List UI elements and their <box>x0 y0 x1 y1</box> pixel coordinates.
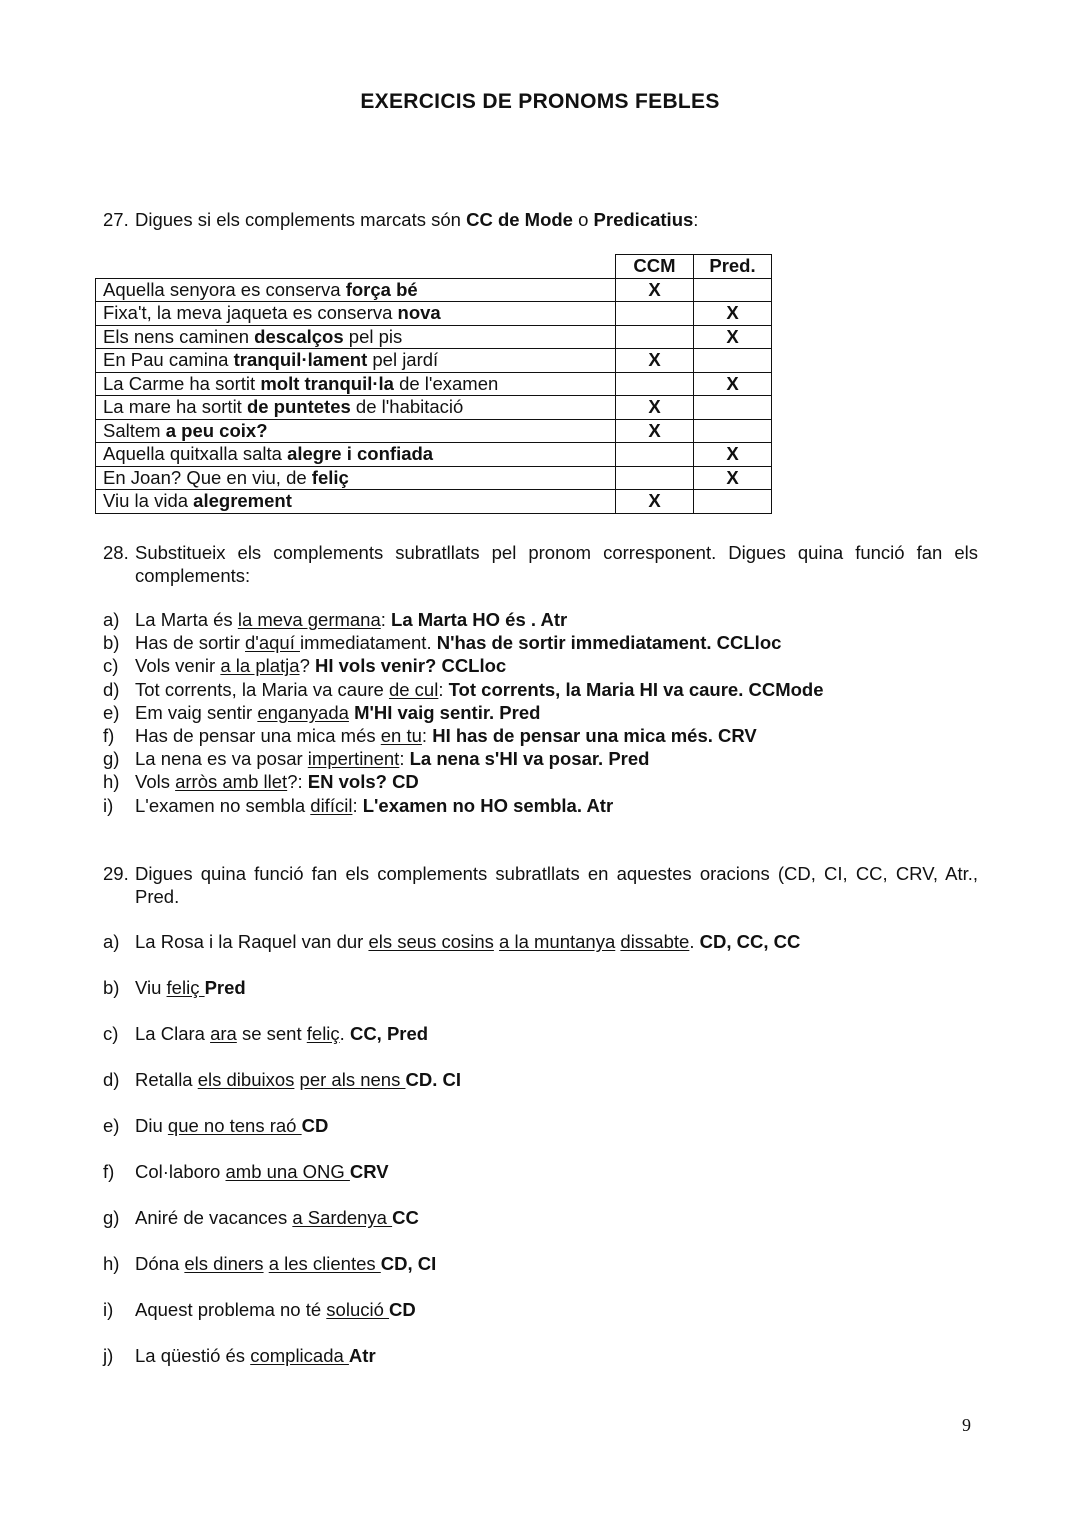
ccm-mark <box>616 325 694 349</box>
item-body <box>135 1252 436 1275</box>
marked-complement: a peu coix? <box>165 419 268 441</box>
item-body <box>135 1022 428 1045</box>
pred-mark: X <box>694 325 772 349</box>
list-item <box>103 794 1003 817</box>
sentence-text: : <box>352 794 363 816</box>
underlined-complement: ara <box>210 1023 237 1044</box>
pred-mark <box>694 419 772 443</box>
item-label: e) <box>103 1115 120 1136</box>
pred-mark: X <box>694 302 772 326</box>
item-label: b) <box>103 632 120 654</box>
marked-complement: alegrement <box>193 490 292 512</box>
table-row <box>96 325 772 349</box>
list-item <box>103 1206 1003 1252</box>
sentence-text: Em vaig sentir <box>135 701 258 723</box>
sentence-text: . <box>339 1023 350 1044</box>
sentence-text: de l'habitació <box>350 396 464 418</box>
answer: CC <box>392 1207 419 1228</box>
sentence-text: Col·laboro <box>135 1161 226 1182</box>
underlined-complement: arròs amb llet <box>175 771 288 793</box>
question-text: Digues quina funció fan els complements subratllats en aquestes oracions (CD, CI, CC, CRV, Atr., Pred. <box>135 863 978 907</box>
sentence-text: Retalla <box>135 1069 198 1090</box>
list-item <box>103 701 1003 724</box>
pred-mark <box>694 396 772 420</box>
item-body <box>135 678 824 701</box>
sentence-text: Diu <box>135 1115 168 1136</box>
marked-complement: descalços <box>254 325 344 347</box>
underlined-complement: solució <box>326 1299 390 1320</box>
sentence-text: Tot corrents, la Maria va caure <box>135 678 389 700</box>
sentence-text: Aquella senyora es conserva <box>103 278 346 300</box>
list-item <box>103 1252 1003 1298</box>
table-row <box>96 466 772 490</box>
list-item <box>103 1160 1003 1206</box>
question-text: Substitueix els complements subratllats pel pronom corresponent. Digues quina funció fan els complements: <box>135 542 978 586</box>
answer: CD, CI <box>380 1253 437 1274</box>
answer: EN vols? CD <box>307 771 419 793</box>
sentence-text: Dóna <box>135 1253 185 1274</box>
question-29-heading <box>103 862 978 908</box>
item-label: c) <box>103 1023 119 1044</box>
item-body <box>135 1068 461 1091</box>
sentence-cell <box>96 419 616 443</box>
marked-complement: molt tranquil·la <box>260 372 394 394</box>
item-body <box>135 724 757 747</box>
ccm-mark <box>616 443 694 467</box>
pred-mark <box>694 490 772 514</box>
item-label: f) <box>103 724 115 746</box>
sentence-text: Aquest problema no té <box>135 1299 327 1320</box>
item-label: f) <box>103 1161 115 1182</box>
item-label: d) <box>103 1069 120 1090</box>
underlined-complement: feliç <box>306 1023 340 1044</box>
item-body <box>135 1344 376 1367</box>
question-number: 29. <box>103 863 129 884</box>
item-label: h) <box>103 1253 120 1274</box>
question-29-list <box>103 930 1003 1390</box>
answer: Pred <box>204 977 246 998</box>
question-27-heading <box>103 208 978 231</box>
sentence-text: Viu <box>135 977 167 998</box>
column-header-ccm: CCM <box>616 255 694 279</box>
sentence-text: Vols <box>135 771 176 793</box>
answer: L'examen no HO sembla. Atr <box>362 794 614 816</box>
ccm-pred-table <box>95 254 772 514</box>
list-item <box>103 1068 1003 1114</box>
answer: Atr <box>348 1345 376 1366</box>
answer: CD <box>389 1299 416 1320</box>
answer: CD, CC, CC <box>699 931 801 952</box>
sentence-text: : <box>421 724 433 746</box>
underlined-complement: enganyada <box>257 701 349 723</box>
item-label: h) <box>103 771 120 793</box>
answer: CD. CI <box>405 1069 461 1090</box>
sentence-cell <box>96 466 616 490</box>
ccm-mark: X <box>616 490 694 514</box>
sentence-text: La qüestió és <box>135 1345 251 1366</box>
sentence-text: ?: <box>287 771 308 793</box>
ccm-mark: X <box>616 419 694 443</box>
ccm-mark <box>616 466 694 490</box>
ccm-mark: X <box>616 278 694 302</box>
item-body <box>135 747 649 770</box>
item-label: g) <box>103 748 120 770</box>
item-label: e) <box>103 701 120 723</box>
item-label: i) <box>103 1299 114 1320</box>
marked-complement: tranquil·lament <box>233 349 368 371</box>
underlined-complement: els seus cosins <box>368 931 494 952</box>
sentence-text: : <box>380 609 392 630</box>
sentence-text: La Rosa i la Raquel van dur <box>135 931 369 952</box>
question-number: 27. <box>103 209 129 230</box>
item-label: a) <box>103 931 120 952</box>
answer: CC, Pred <box>349 1023 429 1044</box>
sentence-cell <box>96 443 616 467</box>
pred-mark <box>694 349 772 373</box>
sentence-text: immediatament. <box>299 632 437 654</box>
pred-mark: X <box>694 372 772 396</box>
list-item <box>103 654 1003 677</box>
sentence-text: : <box>399 748 410 770</box>
underlined-complement: a la platja <box>220 655 300 677</box>
answer: Tot corrents, la Maria HI va caure. CCMode <box>448 678 824 700</box>
answer: CRV <box>349 1161 389 1182</box>
answer: HI has de pensar una mica més. CRV <box>432 724 757 746</box>
item-body <box>135 654 506 677</box>
sentence-text: Has de pensar una mica més <box>135 724 381 746</box>
table-row <box>96 490 772 514</box>
list-item <box>103 930 1003 976</box>
underlined-complement: feliç <box>166 977 205 998</box>
underlined-complement: d'aquí <box>245 632 300 654</box>
question-text: Digues si els complements marcats són CC de Mode o Predicatius: <box>135 209 699 230</box>
sentence-text: . <box>689 931 700 952</box>
sentence-text: Aquella quitxalla salta <box>103 443 288 465</box>
sentence-text: de l'examen <box>393 372 499 394</box>
sentence-text: pel pis <box>343 325 403 347</box>
underlined-complement: a les clientes <box>268 1253 381 1274</box>
item-label: g) <box>103 1207 120 1228</box>
sentence-cell <box>96 278 616 302</box>
list-item <box>103 1298 1003 1344</box>
underlined-complement: de cul <box>388 678 439 700</box>
item-body <box>135 608 567 631</box>
marked-complement: força bé <box>345 278 418 300</box>
answer: N'has de sortir immediatament. CCLloc <box>436 632 782 654</box>
item-body <box>135 930 800 953</box>
list-item <box>103 678 1003 701</box>
list-item <box>103 770 1003 793</box>
underlined-complement: impertinent <box>307 748 400 770</box>
list-item <box>103 1022 1003 1068</box>
list-item <box>103 608 1003 631</box>
pred-mark: X <box>694 466 772 490</box>
underlined-complement: els diners <box>184 1253 264 1274</box>
marked-complement: alegre i confiada <box>287 443 434 465</box>
sentence-text: La mare ha sortit <box>103 396 247 418</box>
underlined-complement: amb una ONG <box>225 1161 350 1182</box>
item-body <box>135 794 613 817</box>
sentence-text: Has de sortir <box>135 632 246 654</box>
sentence-text: Els nens caminen <box>103 325 255 347</box>
sentence-text: La nena es va posar <box>135 748 308 770</box>
list-item <box>103 747 1003 770</box>
sentence-text: se sent <box>236 1023 307 1044</box>
ccm-mark: X <box>616 396 694 420</box>
underlined-complement: que no tens raó <box>167 1115 302 1136</box>
item-label: c) <box>103 655 119 677</box>
sentence-cell <box>96 349 616 373</box>
answer: CD <box>301 1115 329 1136</box>
underlined-complement: en tu <box>380 724 422 746</box>
sentence-text: En Joan? Que en viu, de <box>103 466 312 488</box>
answer: La nena s'HI va posar. Pred <box>409 748 650 770</box>
table-row <box>96 349 772 373</box>
table-row <box>96 396 772 420</box>
sentence-cell <box>96 372 616 396</box>
item-body <box>135 1114 328 1137</box>
answer: HI vols venir? CCLloc <box>315 655 507 677</box>
item-body <box>135 1298 416 1321</box>
question-28-list <box>103 608 1003 817</box>
sentence-cell <box>96 396 616 420</box>
sentence-text: La Clara <box>135 1023 211 1044</box>
ccm-mark: X <box>616 349 694 373</box>
underlined-complement: la meva germana <box>237 609 381 630</box>
sentence-text: Vols venir <box>135 655 221 677</box>
sentence-text: La Carme ha sortit <box>103 372 261 394</box>
marked-complement: de puntetes <box>246 396 351 418</box>
item-label: j) <box>103 1345 114 1366</box>
sentence-text: En Pau camina <box>103 349 234 371</box>
question-28-heading <box>103 541 978 587</box>
item-label: a) <box>103 609 120 630</box>
table-row <box>96 443 772 467</box>
sentence-text: Saltem <box>103 419 166 441</box>
table-row <box>96 302 772 326</box>
item-body <box>135 976 246 999</box>
question-number: 28. <box>103 542 129 563</box>
sentence-text: Fixa't, la meva jaqueta es conserva <box>103 302 398 324</box>
page-title: EXERCICIS DE PRONOMS FEBLES <box>360 90 720 113</box>
sentence-cell <box>96 490 616 514</box>
pred-mark <box>694 278 772 302</box>
underlined-complement: dissabte <box>620 931 690 952</box>
pred-mark: X <box>694 443 772 467</box>
list-item <box>103 724 1003 747</box>
table-row <box>96 419 772 443</box>
sentence-text: pel jardí <box>367 349 439 371</box>
list-item <box>103 1114 1003 1160</box>
underlined-complement: complicada <box>250 1345 349 1366</box>
sentence-text: : <box>438 678 449 700</box>
item-body <box>135 1206 419 1229</box>
table-row <box>96 278 772 302</box>
answer: La Marta HO és . Atr <box>391 609 568 630</box>
column-header-pred: Pred. <box>694 255 772 279</box>
sentence-text: L'examen no sembla <box>135 794 311 816</box>
sentence-text: La Marta és <box>135 609 238 630</box>
list-item <box>103 631 1003 654</box>
underlined-complement: per als nens <box>299 1069 406 1090</box>
item-body <box>135 631 781 654</box>
sentence-text: ? <box>299 655 315 677</box>
item-label: d) <box>103 678 120 700</box>
ccm-mark <box>616 372 694 396</box>
sentence-cell <box>96 325 616 349</box>
item-label: i) <box>103 794 114 816</box>
item-body <box>135 770 419 793</box>
page-number: 9 <box>962 1415 971 1435</box>
marked-complement: feliç <box>311 466 349 488</box>
underlined-complement: difícil <box>310 794 353 816</box>
ccm-mark <box>616 302 694 326</box>
answer: M'HI vaig sentir. Pred <box>354 701 541 723</box>
sentence-text: Viu la vida <box>103 490 194 512</box>
item-label: b) <box>103 977 120 998</box>
item-body <box>135 701 540 724</box>
sentence-cell <box>96 302 616 326</box>
item-body <box>135 1160 389 1183</box>
marked-complement: nova <box>397 302 441 324</box>
list-item <box>103 976 1003 1022</box>
list-item <box>103 1344 1003 1390</box>
underlined-complement: a la muntanya <box>499 931 616 952</box>
underlined-complement: a Sardenya <box>292 1207 393 1228</box>
underlined-complement: els dibuixos <box>197 1069 295 1090</box>
sentence-text: Aniré de vacances <box>135 1207 293 1228</box>
table-row <box>96 372 772 396</box>
